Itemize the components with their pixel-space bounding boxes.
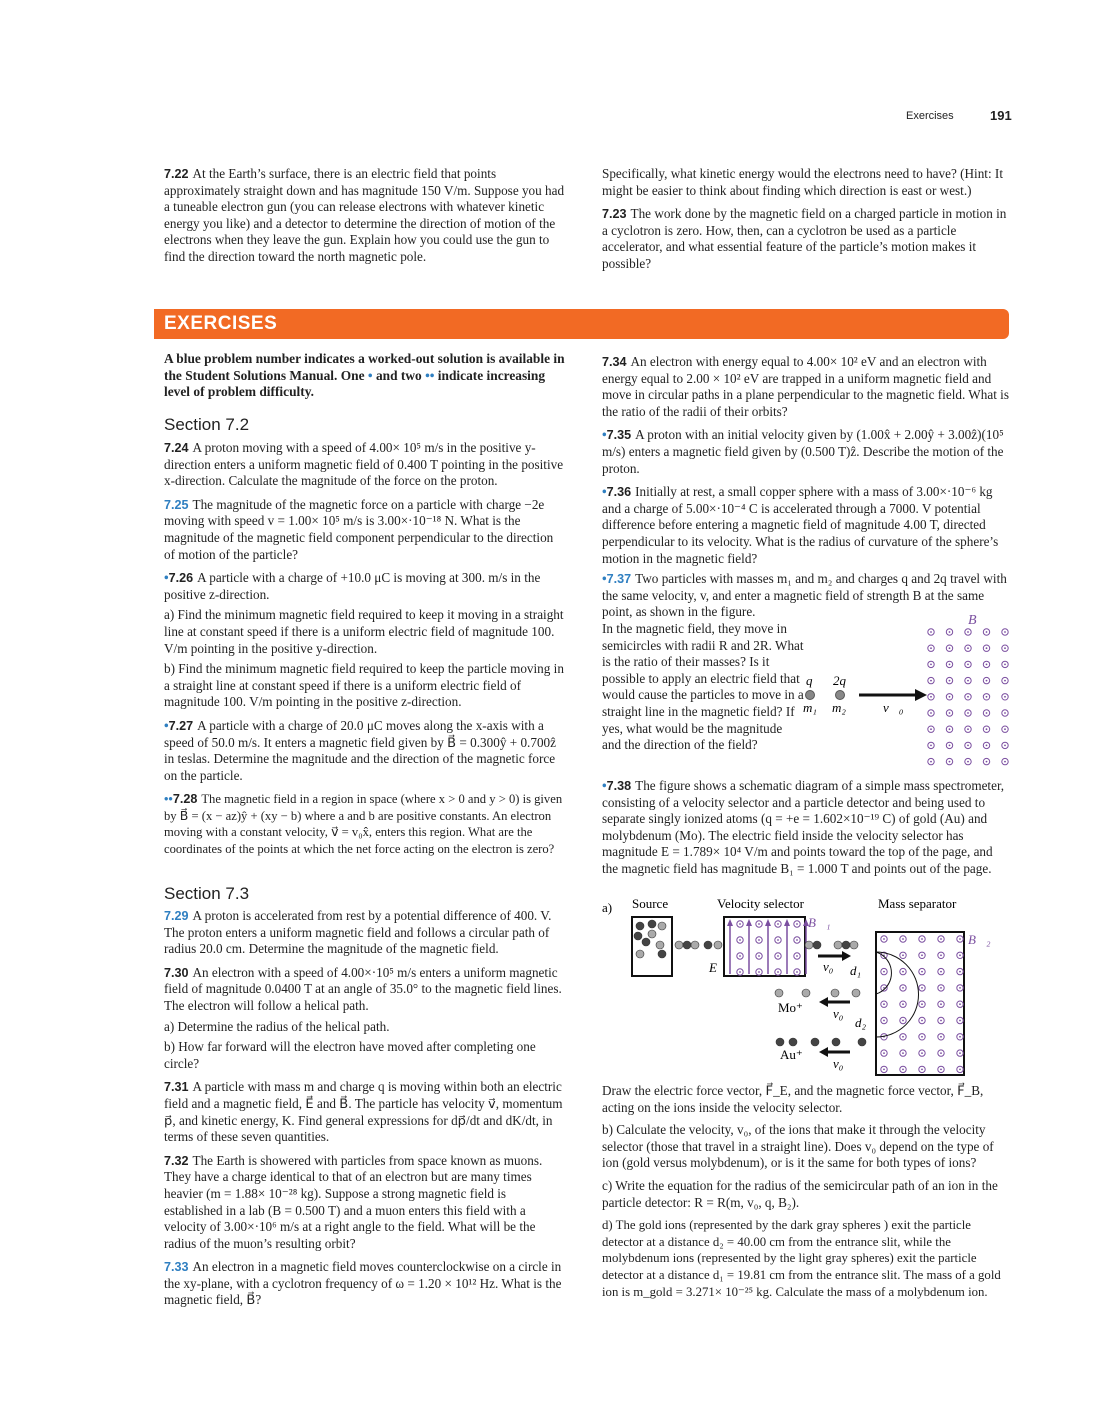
molybdenum-ion (802, 989, 810, 997)
problem-7-38 (602, 778, 1010, 882)
problem-text: A proton moving with a speed of 4.00× 10⁵ m/s in the positive y-direction enters a uniform magnetic field of 0.400 T pointing in the positive x-direction. Calculate the magnitude of the force on the proton. (164, 440, 564, 489)
difficulty-dot-icon: • (602, 427, 607, 443)
left-column-7-3 (164, 908, 566, 1313)
difficulty-dot-icon: • (164, 570, 169, 586)
exercises-banner (154, 309, 1009, 339)
gold-ion (704, 941, 712, 949)
gold-ion (858, 1038, 866, 1046)
ion-spheres (634, 920, 866, 1046)
problem-7-32 (164, 1153, 566, 1253)
v0-label: v₀ (833, 1056, 844, 1071)
arrow-left-icon (819, 1047, 828, 1057)
particle-1 (806, 691, 815, 700)
gold-ion (683, 941, 691, 949)
difficulty-dot-icon: • (164, 717, 169, 733)
problem-number-link[interactable]: 7.33 (164, 1260, 189, 1275)
legend-text: and two (372, 367, 426, 383)
molybdenum-ion (775, 989, 783, 997)
difficulty-dot-icon: •• (164, 792, 173, 807)
gold-ion (648, 920, 656, 928)
problem-number: 7.23 (602, 207, 627, 222)
problem-7-23 (602, 206, 1010, 272)
au-ion-label: Au⁺ (780, 1047, 803, 1062)
problem-number-link[interactable]: 7.37 (606, 572, 632, 586)
molybdenum-ion (691, 941, 699, 949)
field-out-of-page-grid (928, 629, 1008, 765)
problem-number: 7.34 (602, 355, 627, 369)
problem-part-a: a) Find the minimum magnetic field required to keep it moving in a straight line at constant speed if there is a uniform electric field of magnitude 100. V/m pointing in the positive y-direction. (164, 607, 564, 656)
right-column-top (602, 354, 1010, 571)
problem-text: The work done by the magnetic field on a charged particle in motion in a cyclotron is zero. How, then, can a cyclotron be used as a particle accelerator, and what essential feature of the particle’s motion makes it possible? (602, 206, 1007, 271)
part-a-label: a) (602, 900, 613, 915)
molybdenum-ion (805, 941, 813, 949)
one-dot-icon: • (367, 367, 373, 383)
charge-2q-label: 2q (833, 673, 846, 688)
problem-text: The Earth is showered with particles from space known as muons. They have a charge identical to that of an electron but are many times heavier (m = 1.88× 10⁻²⁸ kg). Suppose a strong magnetic field is established in a lab (B = 0.500 T) and a muon enters this field with a velocity of 3.00×·10⁶ m/s at a right angle to the field. What will be the radius of the muon’s resulting orbit? (164, 1152, 543, 1251)
molybdenum-ion (714, 941, 722, 949)
problem-part-b: b) Find the minimum magnetic field required to keep the particle moving in a straight line at constant speed if there is a uniform electric field of magnitude 100. V/m pointing in the positive z-direction. (164, 661, 564, 710)
arrow-left-icon (819, 997, 828, 1007)
molybdenum-ion (656, 941, 664, 949)
mo-ion-label: Mo⁺ (778, 1000, 803, 1015)
molybdenum-ion (658, 922, 666, 930)
gold-ion (842, 941, 850, 949)
problem-text: The magnitude of the magnetic force on a particle with charge −2e moving with speed v = 1.00× 10⁵ m/s is 3.00×·10⁻¹⁸ N. What is the magnitude of the magnetic field component perpendicular to the direction of motion of the particle? (164, 496, 554, 562)
problem-number: 7.31 (164, 1080, 189, 1095)
v0-label: v₀ (833, 1006, 844, 1021)
b1-label: B⃗₁ (808, 915, 831, 930)
gold-ion (634, 932, 642, 940)
problem-text: An electron with energy equal to 4.00× 10² eV and an electron with energy equal to 2.00 × 10² eV are trapped in a uniform magnetic field and move in circular paths in a plane perpendicular to the magnetic field. What is the ratio of the radii of their orbits? (602, 354, 1009, 419)
difficulty-dot-icon: • (602, 571, 607, 586)
problem-7-33 (164, 1259, 566, 1309)
molybdenum-ion (831, 989, 839, 997)
mass-separator-label: Mass separator (878, 896, 957, 911)
problem-7-37-continued: In the magnetic field, they move in semicircles with radii R and 2R. What is the ratio of their masses? Is it possible to apply an electric field that would cause the particles to move in a straight line in the magnetic field? If yes, what would be the magnitude and the direction of the field? (602, 621, 804, 753)
problem-part-a: a) Determine the radius of the helical path. (164, 1018, 390, 1034)
section-heading-7-3: Section 7.3 (164, 884, 250, 903)
difficulty-dot-icon: • (602, 484, 607, 500)
au-trajectory (876, 952, 919, 1037)
gold-ion (811, 1038, 819, 1046)
difficulty-dot-icon: • (602, 778, 607, 793)
problem-text: A particle with a charge of +10.0 μC is moving at 300. m/s in the positive z-direction. (164, 570, 541, 602)
page-number: 191 (990, 108, 1012, 123)
problem-7-31 (164, 1079, 566, 1145)
problem-text: An electron in a magnetic field moves counterclockwise on a circle in the xy-plane, with a cyclotron frequency of ω = 1.20 × 10¹² Hz. What is the magnetic field, B⃗? (164, 1259, 562, 1308)
mass-m2-label: m₂ (832, 700, 846, 715)
gold-ion (813, 941, 821, 949)
problem-number: 7.30 (164, 965, 189, 980)
problem-instruction: Draw the electric force vector, F⃗_E, and the magnetic force vector, F⃗_B, acting on the ions inside the velocity selector. (602, 1083, 984, 1115)
problem-number-link[interactable]: 7.29 (164, 909, 189, 923)
molybdenum-ion (675, 941, 683, 949)
b2-field-grid (881, 936, 963, 1073)
problem-7-22 (164, 166, 566, 270)
problem-7-35 (602, 427, 1010, 477)
legend-text: A blue problem number indicates a worked-out solution is available in the Student Solutions Manual. One (164, 351, 565, 383)
gold-ion (658, 950, 666, 958)
mass-m1-label: m₁ (803, 700, 817, 715)
problem-text: A proton with an initial velocity given by (1.00x̂ + 2.00ŷ + 3.00ẑ)(10⁵ m/s) enters a magnetic field given by (0.500 T)ẑ. Describe the motion of the proton. (602, 427, 1004, 476)
problem-part-b: b) How far forward will the electron have moved after completing one circle? (164, 1039, 536, 1071)
banner-title: EXERCISES (164, 313, 278, 334)
problem-text: The figure shows a schematic diagram of a simple mass spectrometer, consisting of a velocity selector and a particle detector and being used to separate singly ionized atoms (q = +e = 1.602×10⁻¹⁹ C) of gold (Au) and molybdenum (Mo). The electric field inside the velocity selector has magnitude E = 1.789× 10⁴ V/m and points toward the top of the page, and the magnetic field has magnitude B₁ = 1.000 T and points out of the page. (602, 778, 1005, 876)
problem-7-26 (164, 570, 566, 603)
gold-ion (776, 1038, 784, 1046)
problem-text: A particle with mass m and charge q is moving within both an electric field and a magnetic field, E⃗ and B⃗. The particle has velocity v⃗, momentum p⃗, and kinetic energy, K. Find general expressions for dp⃗/dt and dK/dt, in terms of these seven quantities. (164, 1079, 563, 1145)
legend-text: indicate increasing level of problem difficulty. (164, 367, 546, 400)
d2-label: d₂ (855, 1015, 867, 1030)
arrow-head-icon (915, 689, 927, 701)
running-header-section: Exercises (906, 110, 954, 122)
charge-q-label: q (806, 673, 813, 688)
velocity-selector-box (724, 917, 805, 976)
molybdenum-ion (850, 941, 858, 949)
difficulty-legend (164, 351, 566, 401)
gold-ion (642, 938, 650, 946)
problem-text: A particle with a charge of 20.0 μC moves along the x-axis with a speed of 50.0 m/s. It enters a magnetic field given by B⃗ = 0.300ŷ + 0.700ẑ in teslas. Determine the magnitude and the direction of the magnetic force on the particle. (164, 717, 556, 783)
problem-part-c: c) Write the equation for the radius of the semicircular path of an ion in the particle detector: R = R(m, v₀, q, B₂). (602, 1177, 998, 1210)
problem-part-b: b) Calculate the velocity, v₀, of the ions that make it through the velocity selector (those that travel in a straight line). Does v₀ depend on the type of ion (gold versus molybdenum), or is it the same for both types of ions? (602, 1122, 994, 1171)
molybdenum-ion (834, 941, 842, 949)
section-heading-7-2: Section 7.2 (164, 415, 250, 434)
v0-label: v₀ (823, 959, 834, 974)
arrow-right-icon (842, 951, 851, 961)
molybdenum-ion (648, 930, 656, 938)
b2-label: B⃗₂ (968, 932, 991, 947)
problem-7-22-continuation (602, 166, 1010, 277)
problem-text: Specifically, what kinetic energy would the electrons need to have? (Hint: It might be easier to think about finding which direction is east or west.) (602, 166, 1003, 198)
gold-ion (789, 1038, 797, 1046)
problem-number: 7.32 (164, 1153, 189, 1168)
problem-text: At the Earth’s surface, there is an electric field that points approximately straight down and has magnitude 150 V/m. Suppose you had a tuneable electron gun (you can release electrons with whatever kinetic energy you like) and a detector to determine the direction of motion of the electrons when they leave the gun. Explain how you could use the gun to find the direction toward the north magnetic pole. (164, 166, 565, 264)
problem-7-29 (164, 908, 566, 958)
problem-7-27 (164, 718, 566, 784)
problem-7-36 (602, 484, 1010, 567)
particle-2 (836, 691, 845, 700)
problem-number-link[interactable]: 7.25 (164, 497, 189, 512)
source-label: Source (632, 896, 669, 911)
gold-ion (636, 922, 644, 930)
two-dot-icon: •• (425, 367, 435, 383)
problem-text: An electron with a speed of 4.00×·10⁵ m/s enters a uniform magnetic field of magnitude 0.0400 T at an angle of 35.0° to the magnetic field lines. The electron will follow a helical path. (164, 964, 562, 1013)
molybdenum-ion (852, 989, 860, 997)
problem-7-30 (164, 965, 566, 1015)
problem-number: 7.26 (168, 571, 194, 586)
problem-text: The magnetic field in a region in space (where x > 0 and y > 0) is given by B⃗ = (x − az)ŷ + (xy − b) where a and b are positive constants. An electron moving with a constant velocity, v⃗ = v₀x̂, enters this region. What are the coordinates of the points at which the net force acting on the electron is zero? (164, 792, 563, 857)
problem-text: A proton is accelerated from rest by a potential difference of 400. V. The proton enters a uniform magnetic field and follows a circular path of radius 20.0 cm. Determine the magnitude of the magnetic field. (164, 908, 552, 957)
problem-number: 7.35 (606, 428, 632, 443)
problem-number: 7.22 (164, 167, 189, 181)
e-field-label: E⃗ (709, 960, 728, 975)
problem-7-34 (602, 354, 1010, 420)
figure-7-37 (795, 608, 1015, 768)
problem-text: Two particles with masses m₁ and m₂ and charges q and 2q travel with the same velocity, v, and enter a magnetic field of strength B at the same point, as shown in the figure. (602, 571, 1007, 620)
problem-number: 7.36 (606, 485, 632, 500)
problem-number: 7.28 (172, 792, 198, 807)
d1-label: d₁ (850, 963, 862, 978)
problem-text: Initially at rest, a small copper sphere with a mass of 3.00×·10⁻⁶ kg and a charge of 5.00×·10⁻⁴ C is accelerated through a 7000. V potential difference before entering a magnetic field of magnitude 4.00 T, directed perpendicular to its velocity. What is the radius of curvature of the sphere’s motion in the magnetic field? (602, 484, 999, 566)
velocity-label: v⃗₀ (883, 700, 904, 715)
problem-7-24 (164, 440, 566, 490)
problem-number: 7.27 (168, 718, 194, 733)
molybdenum-ion (636, 950, 644, 958)
left-column-7-2 (164, 440, 566, 862)
problem-part-d: d) The gold ions (represented by the dark gray spheres ) exit the particle detector at a distance d₂ = 40.00 cm from the entrance slit, while the molybdenum ions (represented by the light gray spheres) exit the particle detector at a distance d₁ = 19.81 cm from the entrance slit. The mass of a gold ion is m_gold = 3.271× 10⁻²⁵ kg. Calculate the mass of a molybdenum ion. (602, 1218, 1001, 1299)
problem-7-28 (164, 791, 566, 857)
figure-7-38-mass-spectrometer (600, 892, 1010, 1082)
problem-number: 7.38 (606, 779, 632, 793)
problem-7-25 (164, 497, 566, 563)
velocity-selector-label: Velocity selector (717, 896, 804, 911)
problem-7-38-parts (602, 1083, 1010, 1304)
field-b-label: B⃗ (968, 613, 988, 628)
problem-number: 7.24 (164, 441, 189, 455)
gold-ion (832, 1038, 840, 1046)
